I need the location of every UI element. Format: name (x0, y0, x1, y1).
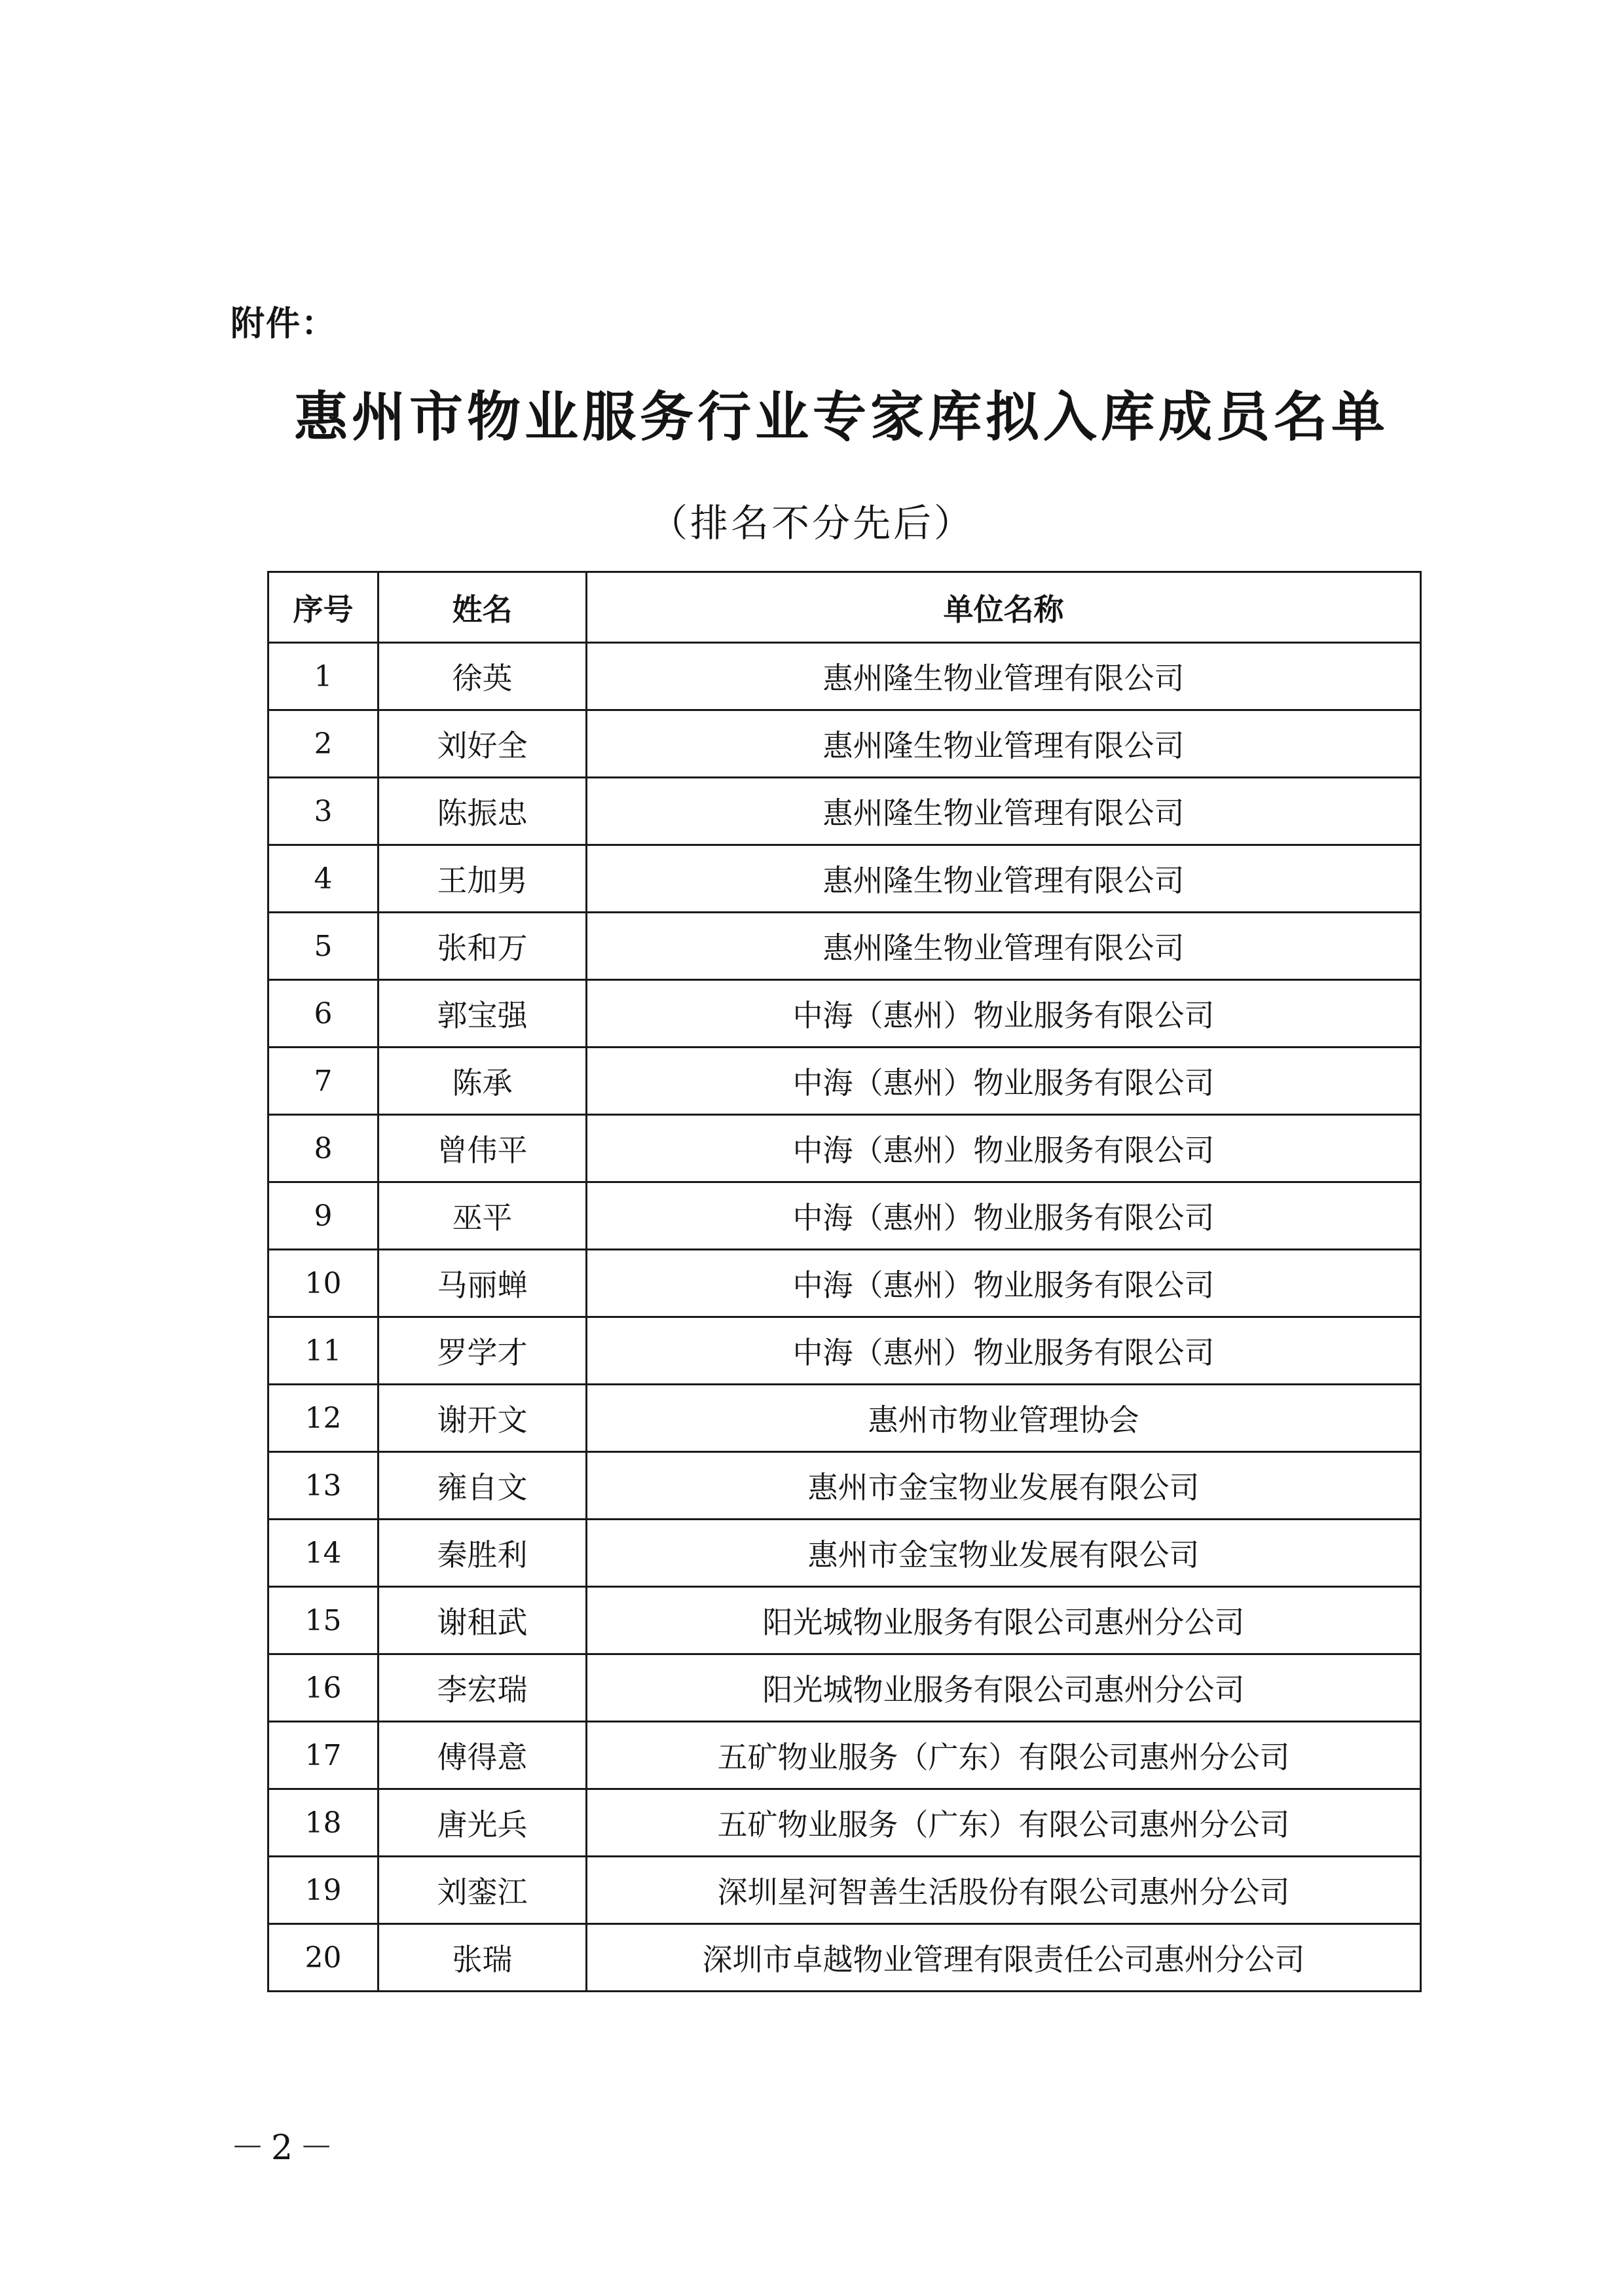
cell-name: 张和万 (378, 913, 587, 980)
table-row (268, 1250, 1421, 1317)
cell-seq: 1 (268, 643, 378, 710)
cell-org: 中海（惠州）物业服务有限公司 (587, 1317, 1421, 1385)
cell-seq: 20 (268, 1924, 378, 1992)
table-row (268, 1520, 1421, 1587)
cell-name: 张瑞 (378, 1924, 587, 1992)
header-name: 姓名 (378, 572, 587, 643)
table-row (268, 1048, 1421, 1115)
cell-name: 雍自文 (378, 1452, 587, 1520)
cell-seq: 3 (268, 778, 378, 845)
cell-name: 刘好全 (378, 710, 587, 778)
cell-seq: 4 (268, 845, 378, 913)
cell-org: 惠州隆生物业管理有限公司 (587, 913, 1421, 980)
cell-name: 秦胜利 (378, 1520, 587, 1587)
document-subtitle: （排名不分先后） (649, 501, 974, 545)
cell-org: 五矿物业服务（广东）有限公司惠州分公司 (587, 1722, 1421, 1789)
cell-seq: 13 (268, 1452, 378, 1520)
cell-name: 罗学才 (378, 1317, 587, 1385)
header-seq: 序号 (268, 572, 378, 643)
cell-name: 唐光兵 (378, 1789, 587, 1857)
table-row (268, 1654, 1421, 1722)
table-row (268, 1722, 1421, 1789)
cell-org: 中海（惠州）物业服务有限公司 (587, 980, 1421, 1048)
cell-org: 惠州市金宝物业发展有限公司 (587, 1452, 1421, 1520)
cell-seq: 12 (268, 1385, 378, 1452)
cell-seq: 8 (268, 1115, 378, 1182)
cell-name: 马丽蝉 (378, 1250, 587, 1317)
page-number: －2－ (231, 2128, 341, 2168)
cell-seq: 5 (268, 913, 378, 980)
cell-org: 阳光城物业服务有限公司惠州分公司 (587, 1587, 1421, 1654)
cell-name: 陈承 (378, 1048, 587, 1115)
cell-org: 中海（惠州）物业服务有限公司 (587, 1115, 1421, 1182)
table-row (268, 1857, 1421, 1924)
cell-seq: 7 (268, 1048, 378, 1115)
cell-org: 惠州隆生物业管理有限公司 (587, 643, 1421, 710)
cell-org: 中海（惠州）物业服务有限公司 (587, 1250, 1421, 1317)
table-row (268, 1924, 1421, 1992)
cell-org: 中海（惠州）物业服务有限公司 (587, 1048, 1421, 1115)
document-title: 惠州市物业服务行业专家库拟入库成员名单 (293, 386, 1389, 448)
table-row (268, 1317, 1421, 1385)
cell-name: 徐英 (378, 643, 587, 710)
cell-name: 谢租武 (378, 1587, 587, 1654)
cell-org: 惠州隆生物业管理有限公司 (587, 778, 1421, 845)
cell-org: 惠州市金宝物业发展有限公司 (587, 1520, 1421, 1587)
table-row (268, 778, 1421, 845)
table-row (268, 1115, 1421, 1182)
table-row (268, 845, 1421, 913)
cell-name: 陈振忠 (378, 778, 587, 845)
cell-seq: 2 (268, 710, 378, 778)
table-row (268, 1789, 1421, 1857)
table-row (268, 1452, 1421, 1520)
cell-seq: 9 (268, 1182, 378, 1250)
table-row (268, 1587, 1421, 1654)
cell-seq: 6 (268, 980, 378, 1048)
cell-org: 深圳市卓越物业管理有限责任公司惠州分公司 (587, 1924, 1421, 1992)
cell-org: 阳光城物业服务有限公司惠州分公司 (587, 1654, 1421, 1722)
cell-org: 深圳星河智善生活股份有限公司惠州分公司 (587, 1857, 1421, 1924)
cell-name: 刘銮江 (378, 1857, 587, 1924)
cell-seq: 11 (268, 1317, 378, 1385)
table-row (268, 1182, 1421, 1250)
cell-name: 王加男 (378, 845, 587, 913)
table-row (268, 980, 1421, 1048)
cell-seq: 18 (268, 1789, 378, 1857)
cell-name: 傅得意 (378, 1722, 587, 1789)
cell-seq: 16 (268, 1654, 378, 1722)
cell-name: 郭宝强 (378, 980, 587, 1048)
cell-seq: 19 (268, 1857, 378, 1924)
cell-name: 谢开文 (378, 1385, 587, 1452)
cell-org: 惠州隆生物业管理有限公司 (587, 710, 1421, 778)
cell-org: 五矿物业服务（广东）有限公司惠州分公司 (587, 1789, 1421, 1857)
cell-org: 惠州隆生物业管理有限公司 (587, 845, 1421, 913)
table-row (268, 643, 1421, 710)
member-table (267, 571, 1422, 1992)
cell-org: 惠州市物业管理协会 (587, 1385, 1421, 1452)
table-row (268, 1385, 1421, 1452)
table-header-row (268, 572, 1421, 643)
cell-name: 巫平 (378, 1182, 587, 1250)
cell-name: 李宏瑞 (378, 1654, 587, 1722)
table-row (268, 913, 1421, 980)
attachment-label: 附件： (231, 304, 337, 344)
table-row (268, 710, 1421, 778)
cell-name: 曾伟平 (378, 1115, 587, 1182)
cell-org: 中海（惠州）物业服务有限公司 (587, 1182, 1421, 1250)
cell-seq: 10 (268, 1250, 378, 1317)
cell-seq: 15 (268, 1587, 378, 1654)
cell-seq: 17 (268, 1722, 378, 1789)
header-org: 单位名称 (587, 572, 1421, 643)
cell-seq: 14 (268, 1520, 378, 1587)
